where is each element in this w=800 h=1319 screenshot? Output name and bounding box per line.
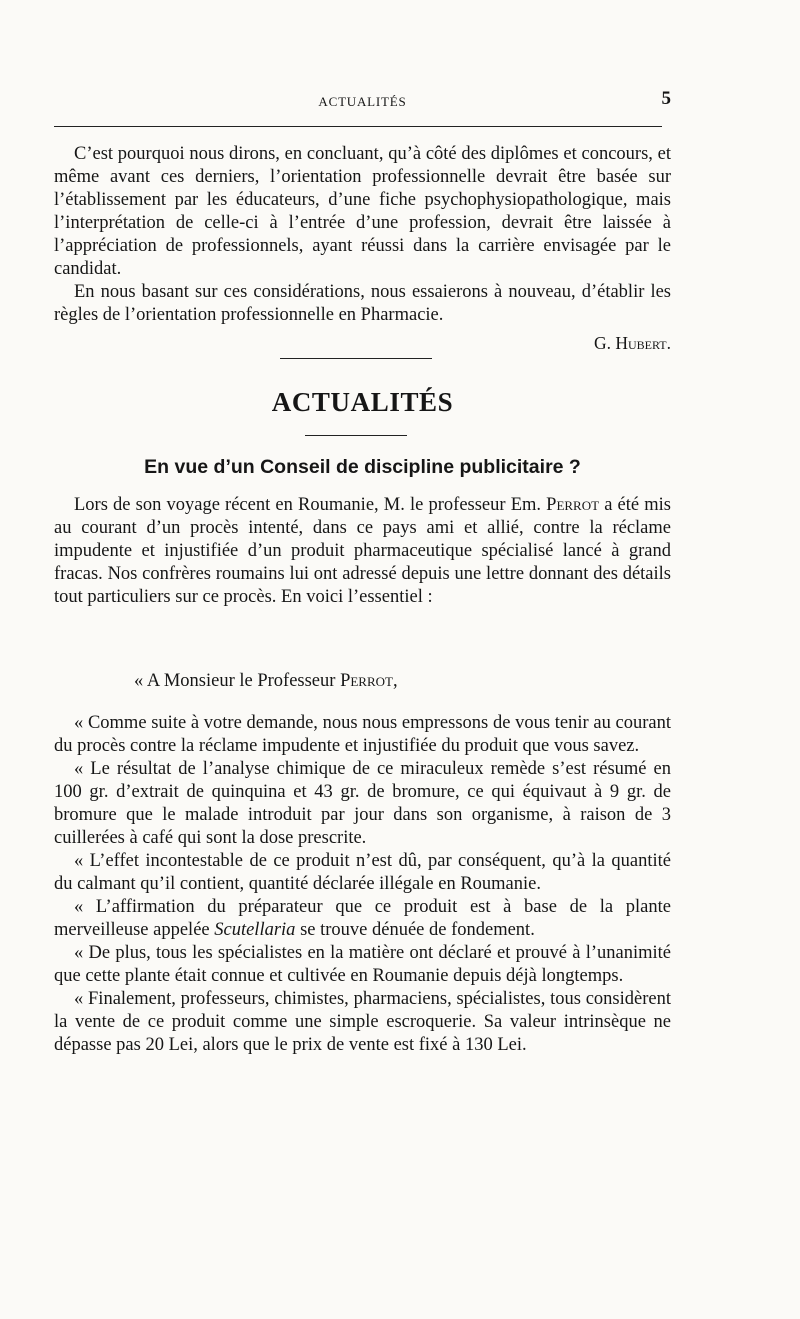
- paragraph: « L’effet incontestable de ce produit n’est dû, par conséquent, qu’à la quantité du calmant qu’il contient, quantité déclarée illégale en Roumanie.: [54, 851, 671, 894]
- paragraph: « Le résultat de l’analyse chimique de ce miraculeux remède s’est résumé en 100 gr. d’extrait de quinquina et 43 gr. de bromure, ce qui équivaut à 9 gr. de bromure que le malade introduit par jour dans son organisme, à raison de 3 cuillerées à café qui sont la dose prescrite.: [54, 759, 671, 848]
- paragraph: Lors de son voyage récent en Roumanie, M. le professeur Em. Perrot a été mis au courant d’un procès intenté, dans ce pays ami et allié, contre la réclame impudente et injustifiée d’un produit pharmaceutique spécialisé lancé à grand fracas. Nos confrères roumains lui ont adressé depuis une lettre donnant des détails tout particuliers sur ce procès. En voici l’essentiel :: [54, 495, 671, 607]
- paragraph: En nous basant sur ces considérations, nous essaierons à nouveau, d’établir les règles de l’orientation professionnelle en Pharmacie.: [54, 282, 671, 325]
- header-rule: [54, 126, 662, 127]
- article-separator-rule: [280, 358, 432, 359]
- person-name: Perrot: [546, 495, 600, 515]
- paragraph: « Finalement, professeurs, chimistes, pharmaciens, spécialistes, tous considèrent la vente de ce produit comme une simple escroquerie. Sa valeur intrinsèque ne dépasse pas 20 Lei, alors que le prix de vente est fixé à 130 Lei.: [54, 989, 671, 1055]
- paragraph: « De plus, tous les spécialistes en la matière ont déclaré et prouvé à l’unanimité que cette plante était connue et cultivée en Roumanie depuis déjà longtemps.: [54, 943, 671, 986]
- article-title: En vue d’un Conseil de discipline publicitaire ?: [144, 456, 581, 478]
- page-number: 5: [661, 88, 671, 109]
- salutation: « A Monsieur le Professeur Perrot,: [134, 671, 398, 691]
- running-header: [54, 88, 671, 114]
- author-signature: G. Hubert.: [593, 333, 671, 353]
- section-heading: ACTUALITÉS: [271, 387, 454, 417]
- letter-salutation: [54, 670, 671, 693]
- previous-article-text: [54, 143, 671, 327]
- section-heading-rule: [305, 435, 407, 436]
- letter-body: [54, 712, 671, 1057]
- paragraph: « Comme suite à votre demande, nous nous empressons de vous tenir au courant du procès contre la réclame impudente et injustifiée du produit que vous savez.: [54, 713, 671, 756]
- paragraph: C’est pourquoi nous dirons, en concluant, qu’à côté des diplômes et concours, et même avant ces derniers, l’orientation professionnelle devrait être basée sur l’établissement par les éducateurs, d’une fiche psychophysiopathologique, mais l’interprétation de celle-ci à l’entrée d’une profession, devrait être laissée à l’appréciation de professionnels, ayant réussi dans la carrière envisagée par le candidat.: [54, 144, 671, 279]
- running-title: ACTUALITÉS: [318, 94, 407, 109]
- person-name: Perrot,: [340, 671, 398, 691]
- plant-name: Scutellaria: [214, 920, 296, 940]
- article-intro: [54, 494, 671, 609]
- paragraph: « L’affirmation du préparateur que ce produit est à base de la plante merveilleuse appelée Scutellaria se trouve dénuée de fondement.: [54, 897, 671, 940]
